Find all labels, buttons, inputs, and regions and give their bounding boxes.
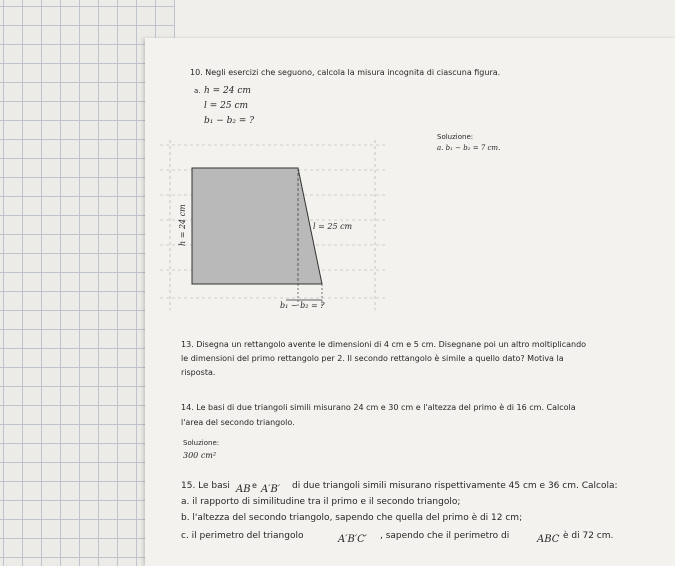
trapezoid-figure [160, 140, 390, 315]
ex15-item-c-end: è di 72 cm. [563, 531, 614, 541]
ex14-solution: 300 cm² [183, 451, 217, 460]
ex10-given-l: l = 25 cm [204, 101, 249, 111]
ex15-e: e [252, 481, 257, 490]
ex15-item-c-mid: , sapendo che il perimetro di [380, 531, 510, 541]
ex14-line1: 14. Le basi di due triangoli simili misurano 24 cm e 30 cm e l'altezza del primo è di 16 cm. Calcola [181, 403, 576, 412]
figure-l-label: l = 25 cm [313, 222, 353, 231]
ex10-a-label: a. [194, 87, 201, 95]
ex15-item-c-start: c. il perimetro del triangolo [181, 531, 304, 541]
ex15-item-a: a. il rapporto di similitudine tra il primo e il secondo triangolo; [181, 497, 461, 507]
ex15-apbp: A′B′ [261, 484, 281, 495]
ex10-solution-a: a. b₁ − b₂ = 7 cm. [437, 144, 501, 152]
ex13-line3: risposta. [181, 368, 216, 377]
ex13-line2: le dimensioni del primo rettangolo per 2. Il secondo rettangolo è simile a quello dato? Motiva la [181, 354, 564, 363]
ex15-line1-end: di due triangoli simili misurano rispettivamente 45 cm e 36 cm. Calcola: [292, 481, 618, 491]
ex13-line1: 13. Disegna un rettangolo avente le dimensioni di 4 cm e 5 cm. Disegnane poi un altro moltiplicando [181, 340, 587, 349]
figure-h-label: h = 24 cm [178, 204, 187, 246]
ex15-ab: AB [236, 484, 251, 495]
page-top-edge [175, 0, 675, 40]
ex10-given-diff: b₁ − b₂ = ? [204, 116, 255, 126]
figure-diff-label: b₁ − b₂ = ? [280, 301, 325, 310]
ex14-line2: l'area del secondo triangolo. [181, 418, 295, 427]
ex15-abc: ABC [537, 534, 560, 545]
ex10-solution-heading: Soluzione: [437, 133, 474, 141]
ex10-title: 10. Negli esercizi che seguono, calcola la misura incognita di ciascuna figura. [190, 68, 501, 77]
ex15-apbpcp: A′B′C′ [338, 534, 368, 545]
trapezoid-shape [192, 168, 322, 284]
ex14-solution-heading: Soluzione: [183, 439, 220, 447]
ex10-given-h: h = 24 cm [204, 86, 251, 96]
ex15-line1-start: 15. Le basi [181, 481, 230, 491]
ex15-item-b: b. l'altezza del secondo triangolo, sapendo che quella del primo è di 12 cm; [181, 513, 523, 523]
